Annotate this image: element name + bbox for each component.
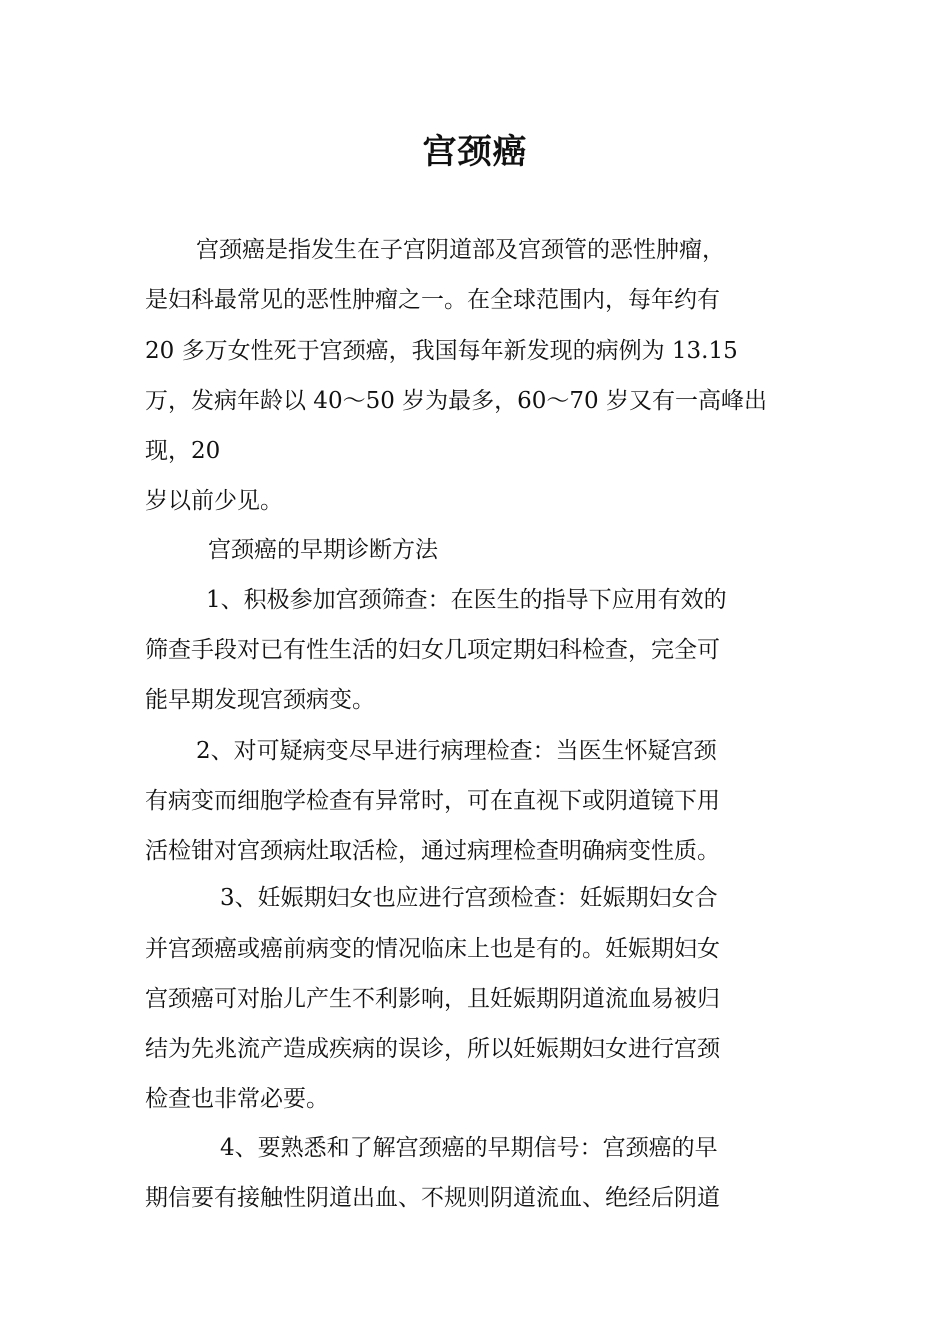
paragraph-line: 是妇科最常见的恶性肿瘤之一。在全球范围内，每年约有 xyxy=(145,287,720,313)
paragraph-line: 筛查手段对已有性生活的妇女几项定期妇科检查，完全可 xyxy=(145,637,720,663)
paragraph-line: 活检钳对宫颈病灶取活检，通过病理检查明确病变性质。 xyxy=(145,838,720,864)
paragraph-line: 并宫颈癌或癌前病变的情况临床上也是有的。妊娠期妇女 xyxy=(145,936,720,962)
paragraph-line: 宫颈癌可对胎儿产生不利影响，且妊娠期阴道流血易被归 xyxy=(145,986,720,1012)
paragraph-line: 1、积极参加宫颈筛查：在医生的指导下应用有效的 xyxy=(206,587,727,613)
paragraph-line: 2、对可疑病变尽早进行病理检查：当医生怀疑宫颈 xyxy=(196,738,717,764)
paragraph-line: 现，20 xyxy=(145,438,221,464)
paragraph-line: 有病变而细胞学检查有异常时，可在直视下或阴道镜下用 xyxy=(145,788,720,814)
paragraph-line: 能早期发现宫颈病变。 xyxy=(145,687,375,713)
paragraph-line: 20 多万女性死于宫颈癌，我国每年新发现的病例为 13.15 xyxy=(145,338,738,364)
paragraph-line: 宫颈癌是指发生在子宫阴道部及宫颈管的恶性肿瘤， xyxy=(196,237,725,263)
document-title: 宫颈癌 xyxy=(422,132,528,172)
paragraph-line: 4、要熟悉和了解宫颈癌的早期信号：宫颈癌的早 xyxy=(220,1135,718,1161)
paragraph-line: 期信要有接触性阴道出血、不规则阴道流血、绝经后阴道 xyxy=(145,1185,720,1211)
section-heading: 宫颈癌的早期诊断方法 xyxy=(208,537,438,563)
paragraph-line: 岁以前少见。 xyxy=(145,488,283,514)
paragraph-line: 检查也非常必要。 xyxy=(145,1086,329,1112)
paragraph-line: 万，发病年龄以 40～50 岁为最多，60～70 岁又有一高峰出 xyxy=(145,388,767,414)
paragraph-line: 结为先兆流产造成疾病的误诊，所以妊娠期妇女进行宫颈 xyxy=(145,1036,720,1062)
paragraph-line: 3、妊娠期妇女也应进行宫颈检查：妊娠期妇女合 xyxy=(220,885,718,911)
